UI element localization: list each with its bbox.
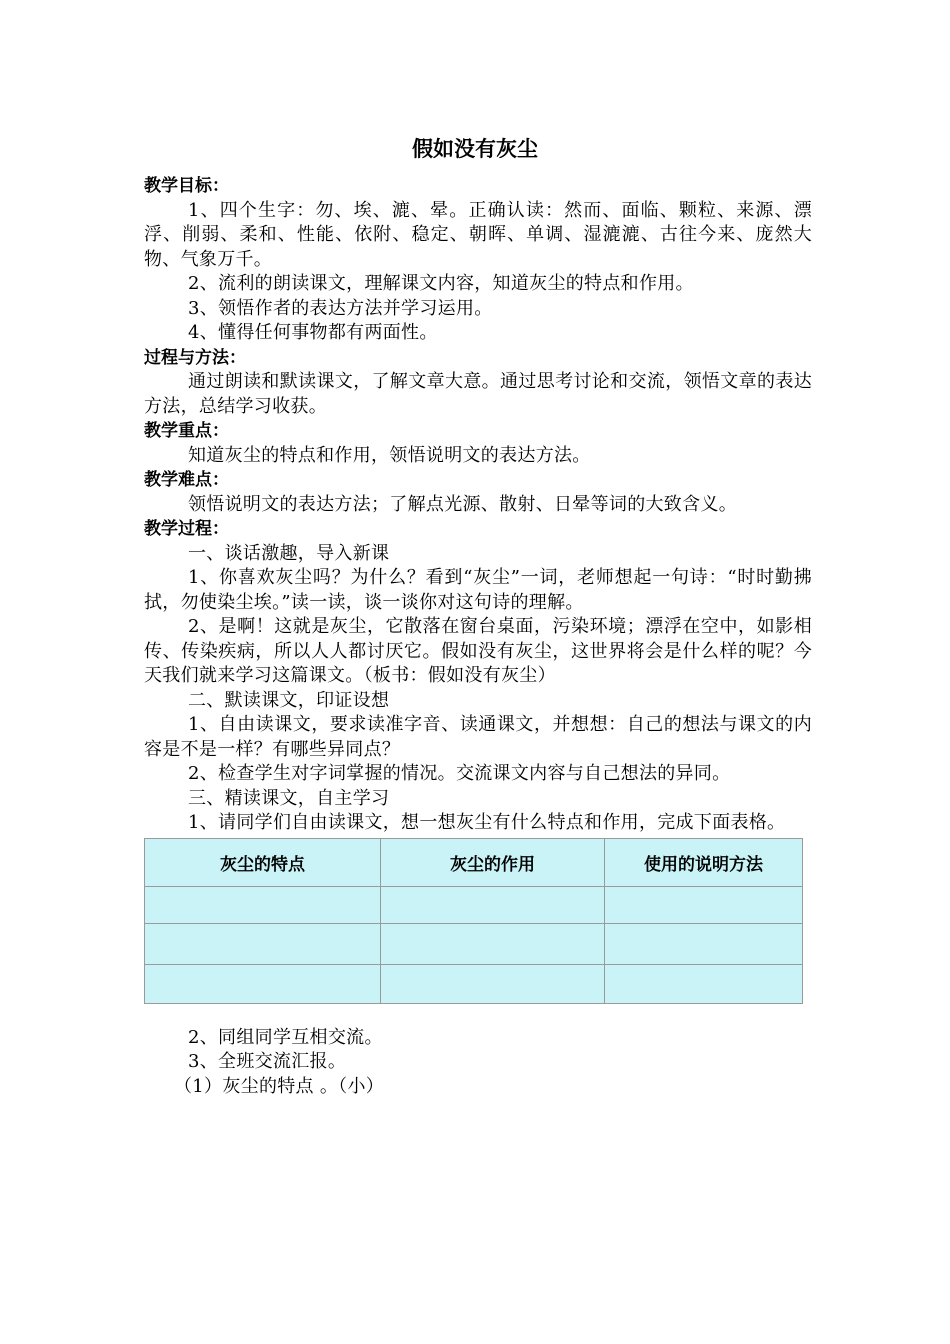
goal-item: 4、懂得任何事物都有两面性。 xyxy=(188,322,438,343)
table-cell xyxy=(605,964,803,1003)
table-header-cell: 灰尘的作用 xyxy=(381,838,605,886)
goals-heading: 教学目标： xyxy=(144,176,229,196)
table-header-cell: 使用的说明方法 xyxy=(605,838,803,886)
table-cell xyxy=(381,964,605,1003)
process-item: 2、检查学生对字词掌握的情况。交流课文内容与自己想法的异同。 xyxy=(188,763,731,784)
table-header-row xyxy=(145,838,803,886)
key-point-text: 知道灰尘的特点和作用，领悟说明文的表达方法。 xyxy=(188,444,591,466)
difficulty-heading: 教学难点： xyxy=(144,470,229,490)
table-header-cell: 灰尘的特点 xyxy=(145,838,381,886)
table-cell xyxy=(381,923,605,964)
after-table-item: 2、同组同学互相交流。 xyxy=(188,1026,383,1048)
table-cell xyxy=(605,886,803,923)
goal-item: 1、四个生字：勿、埃、漉、晕。正确认读：然而、面临、颗粒、来源、漂浮、削弱、柔和、性能、依附、稳定、朝晖、单调、湿漉漉、古往今来、庞然大物、气象万千。 xyxy=(144,199,812,270)
table-cell xyxy=(145,964,381,1003)
process-item: 1、自由读课文，要求读准字音、读通课文，并想想：自己的想法与课文的内容是不是一样？有哪些异同点？ xyxy=(144,714,812,760)
after-table-section xyxy=(144,1026,812,1100)
goal-item: 2、流利的朗读课文，理解课文内容，知道灰尘的特点和作用。 xyxy=(188,273,694,294)
process-item: 1、你喜欢灰尘吗？为什么？看到“灰尘”一词，老师想起一句诗：“时时勤拂拭，勿使染尘埃。”读一读，谈一谈你对这句诗的理解。 xyxy=(144,567,812,613)
table-cell xyxy=(605,923,803,964)
after-table-item: 3、全班交流汇报。 xyxy=(188,1051,347,1072)
after-table-item: （1）灰尘的特点 。（小） xyxy=(174,1075,385,1097)
process-item: 1、请同学们自由读课文，想一想灰尘有什么特点和作用，完成下面表格。 xyxy=(188,812,786,833)
feature-table xyxy=(144,838,803,1004)
document-title: 假如没有灰尘 xyxy=(412,137,538,161)
process-item: 一、谈话激趣，导入新课 xyxy=(188,542,390,564)
goal-item: 3、领悟作者的表达方法并学习运用。 xyxy=(188,297,493,319)
table-row xyxy=(145,923,803,964)
table-cell xyxy=(145,886,381,923)
method-text: 通过朗读和默读课文，了解文章大意。通过思考讨论和交流，领悟文章的表达方法，总结学习收获。 xyxy=(144,371,812,417)
process-item: 2、是啊！这就是灰尘，它散落在窗台桌面，污染环境；漂浮在空中，如影相传、传染疾病，所以人人都讨厌它。假如没有灰尘，这世界将会是什么样的呢？今天我们就来学习这篇课文。（板书：假如没有灰尘） xyxy=(144,616,812,686)
difficulty-text: 领悟说明文的表达方法；了解点光源、散射、日晕等词的大致含义。 xyxy=(188,493,737,515)
document-body xyxy=(144,174,812,1099)
process-heading: 教学过程： xyxy=(144,519,229,539)
table-row xyxy=(145,886,803,923)
feature-table-wrapper xyxy=(144,838,802,1004)
key-point-heading: 教学重点： xyxy=(144,421,229,441)
table-row xyxy=(145,964,803,1003)
method-heading: 过程与方法： xyxy=(144,347,246,368)
table-cell xyxy=(381,886,605,923)
table-cell xyxy=(145,923,381,964)
process-item: 三、精读课文，自主学习 xyxy=(188,787,390,809)
process-item: 二、默读课文，印证设想 xyxy=(188,689,390,711)
